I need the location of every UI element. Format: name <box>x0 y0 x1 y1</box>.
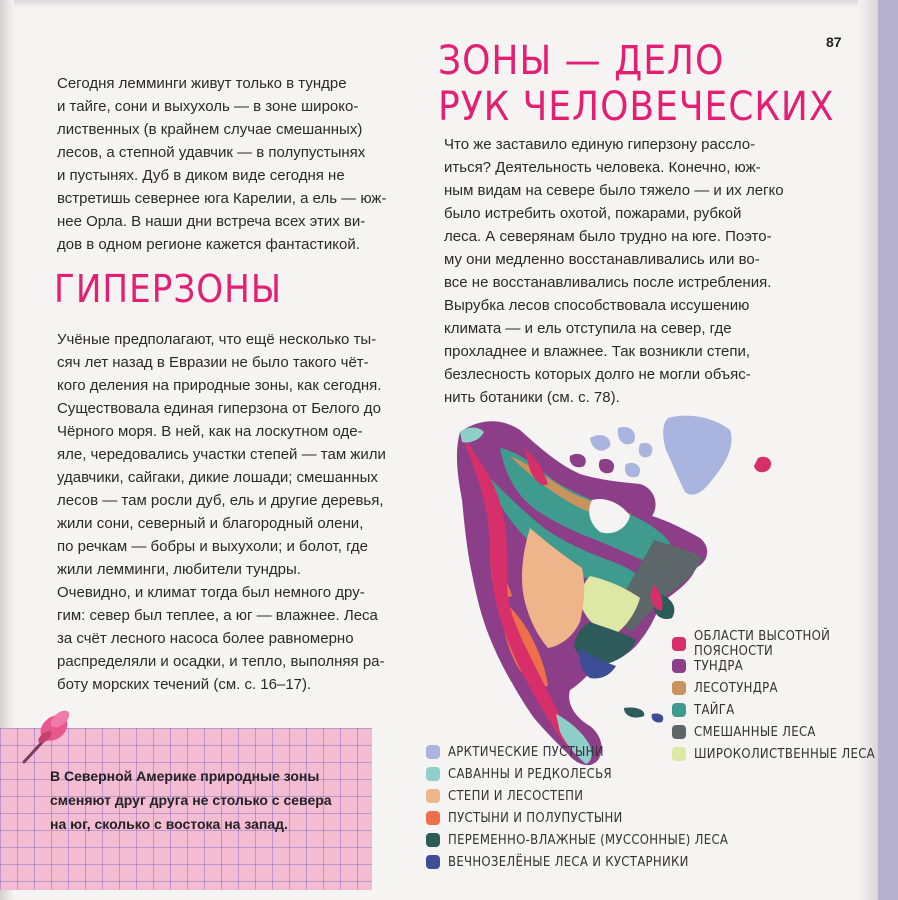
text-line: жили сони, северный и благородный олени, <box>57 515 364 532</box>
text-line: лесов — там росли дуб, ель и другие деревья, <box>57 492 384 509</box>
legend-swatch <box>426 811 440 825</box>
legend-item <box>672 722 878 742</box>
legend-swatch <box>426 789 440 803</box>
legend-swatch <box>672 659 686 673</box>
legend-swatch <box>426 767 440 781</box>
legend-swatch <box>426 833 440 847</box>
legend-item <box>426 830 728 850</box>
text-line: лиственных (в крайнем случае смешанных) <box>57 121 363 138</box>
text-line: кого деления на природные зоны, как сегодня. <box>57 377 382 394</box>
legend-label: ЛЕСОТУНДРА <box>694 680 778 696</box>
heading-line-2: РУК ЧЕЛОВЕЧЕСКИХ <box>438 84 835 130</box>
legend-label: ТУНДРА <box>694 658 744 674</box>
legend-swatch <box>672 725 686 739</box>
legend-item <box>672 700 878 720</box>
text-line: на юг, сколько с востока на запад. <box>50 816 288 832</box>
text-line: гим: север был теплее, а юг — влажнее. Леса <box>57 607 378 624</box>
text-line: встретишь севернее юга Карелии, а ель — юж- <box>57 190 387 207</box>
text-line: и пустынях. Дуб в диком виде сегодня не <box>57 167 345 184</box>
legend-label: ВЕЧНОЗЕЛЁНЫЕ ЛЕСА И КУСТАРНИКИ <box>448 854 689 870</box>
text-line: лесов, а степной удавчик — в полупустынях <box>57 144 366 161</box>
heading-line-1: ЗОНЫ — ДЕЛО <box>438 38 725 84</box>
text-line: сменяют друг друга не столько с севера <box>50 792 332 808</box>
legend-swatch <box>672 637 686 651</box>
text-line: сяч лет назад в Евразии не было такого чёт- <box>57 354 369 371</box>
legend-item <box>426 852 728 872</box>
legend-item <box>426 764 728 784</box>
text-line: удавчики, сайгаки, дикие лошади; смешанных <box>57 469 378 486</box>
human-zones-paragraph <box>444 133 804 409</box>
legend-label: АРКТИЧЕСКИЕ ПУСТЫНИ <box>448 744 604 760</box>
hyperzones-paragraph <box>57 328 387 696</box>
legend-left <box>426 742 728 874</box>
text-line: Что же заставило единую гиперзону рассло- <box>444 136 756 153</box>
legend-label: СМЕШАННЫЕ ЛЕСА <box>694 724 816 740</box>
legend-label: САВАННЫ И РЕДКОЛЕСЬЯ <box>448 766 612 782</box>
text-line: по речкам — бобры и выхухоли; и болот, где <box>57 538 368 555</box>
text-line: нее Орла. В наши дни встреча всех этих ви- <box>57 213 366 230</box>
text-line: леса. А северянам было трудно на юге. Поэто- <box>444 228 772 245</box>
legend-label: ПУСТЫНИ И ПОЛУПУСТЫНИ <box>448 810 623 826</box>
text-line: жили лемминги, любители тундры. <box>57 561 301 578</box>
text-line: прохладнее и влажнее. Так возникли степи, <box>444 343 751 360</box>
text-line: все не восстанавливались после истребления. <box>444 274 772 291</box>
legend-item <box>672 656 878 676</box>
text-line: Вырубка лесов способствовала иссушению <box>444 297 750 314</box>
legend-swatch <box>672 703 686 717</box>
text-line: распределяли и осадки, и тепло, выполняя ра- <box>57 653 385 670</box>
legend-swatch <box>426 745 440 759</box>
text-line: Существовала единая гиперзона от Белого до <box>57 400 381 417</box>
text-line: дов в одном регионе кажется фантастикой. <box>57 236 360 253</box>
legend-swatch <box>672 681 686 695</box>
text-line: безлесность которых долго не могли объяс- <box>444 366 751 383</box>
text-line: Очевидно, и климат тогда был немного дру- <box>57 584 365 601</box>
legend-label: ПЕРЕМЕННО-ВЛАЖНЫЕ (МУССОННЫЕ) ЛЕСА <box>448 832 729 848</box>
intro-paragraph <box>57 72 387 256</box>
text-line: климата — и ель отступила на север, где <box>444 320 732 337</box>
legend-item <box>426 742 728 762</box>
legend-swatch <box>426 855 440 869</box>
page-top-edge <box>0 0 878 8</box>
text-line: В Северной Америке природные зоны <box>50 768 320 784</box>
text-line: ным видам на севере было тяжело — и их легко <box>444 182 784 199</box>
text-line: было истребить охотой, пожарами, рубкой <box>444 205 742 222</box>
text-line: му они медленно восстанавливались или во- <box>444 251 760 268</box>
legend-label: ШИРОКОЛИСТВЕННЫЕ ЛЕСА <box>694 746 875 762</box>
text-line: нить ботаники (см. с. 78). <box>444 389 620 406</box>
legend-item <box>672 629 878 659</box>
text-line: Чёрного моря. В ней, как на лоскутном оде- <box>57 423 363 440</box>
section-heading-human-zones <box>438 38 834 130</box>
legend-item <box>672 678 878 698</box>
text-line: и тайге, сони и выхухоль — в зоне широко- <box>57 98 359 115</box>
text-line: яле, чередовались участки степей — там жили <box>57 446 386 463</box>
legend-item <box>426 786 728 806</box>
page-number: 87 <box>826 34 842 50</box>
legend-item <box>426 808 728 828</box>
text-line: боту морских течений (см. с. 16–17). <box>57 676 312 693</box>
legend-label: ТАЙГА <box>694 702 735 718</box>
legend-label: СТЕПИ И ЛЕСОСТЕПИ <box>448 788 584 804</box>
callout-text <box>50 764 370 836</box>
text-line: Учёные предполагают, что ещё несколько ты- <box>57 331 377 348</box>
text-line: иться? Деятельность человека. Конечно, юж- <box>444 159 761 176</box>
legend-label: ОБЛАСТИ ВЫСОТНОЙ ПОЯСНОСТИ <box>694 629 831 659</box>
text-line: Сегодня лемминги живут только в тундре <box>57 75 347 92</box>
text-line: за счёт лесного насоса более равномерно <box>57 630 354 647</box>
section-heading-hyperzones: ГИПЕРЗОНЫ <box>54 267 283 311</box>
